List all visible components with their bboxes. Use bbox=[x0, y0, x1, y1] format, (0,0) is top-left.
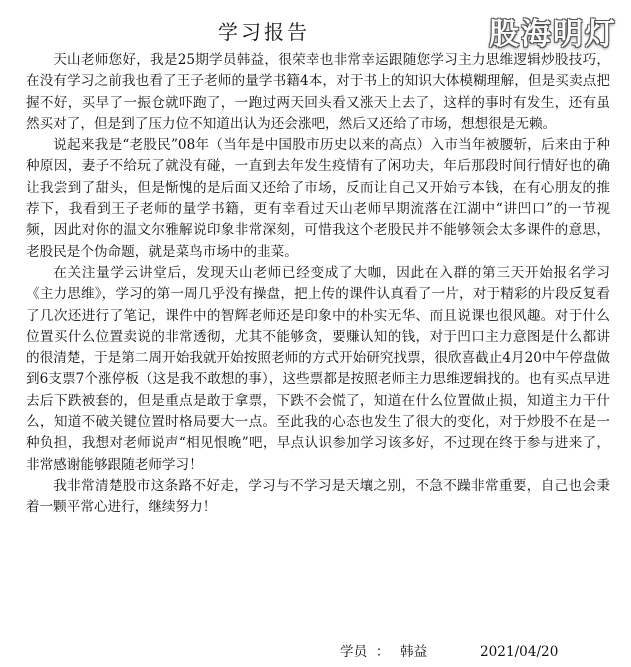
paragraph-learning: 在关注量学云讲堂后，发现天山老师已经变成了大咖，因此在入群的第三天开始报名学习《主力思维》，学习的第一周几乎没有操盘，把上传的课件认真看了一片，对于精彩的片段反复看了几次还进行了笔记，课件中的智辉老师还是印象中的朴实无华、而且说课也很风趣。对于什么位置买什么位置卖说的非常透彻，尤其不能够贪，要赚认知的钱，对于凹口主力意图是什么都讲的很清楚，于是第二周开始我就开始按照老师的方式开始研究找票，很欣喜截止4月20中午停盘做到6支票7个涨停板（这是我不敢想的事），这些票都是按照老师主力思维逻辑找的。也有买点早进去后下跌被套的，但是重点是敢于拿票，下跌不会慌了，知道在什么位置做止损，知道主力干什么，知道不破关键位置时格局要大一点。至此我的心态也发生了很大的变化，对于炒股不在是一种负担，我想对老师说声“相见恨晚”吧，早点认识参加学习该多好，不过现在终于参与进来了，非常感谢能够跟随老师学习！ bbox=[26, 264, 610, 473]
signature-line bbox=[340, 640, 558, 660]
watermark-logo: 股海明灯 bbox=[489, 17, 617, 52]
signature-label: 学员 ： bbox=[340, 644, 390, 660]
page-title: 学习报告 bbox=[218, 20, 310, 44]
report-body bbox=[26, 50, 610, 519]
paragraph-intro: 天山老师您好，我是25期学员韩益，很荣幸也非常幸运跟随您学习主力思维逻辑炒股技巧，在没有学习之前我也看了王子老师的量学书籍4本，对于书上的知识大体模糊理解，但是买卖点把握不好，买早了一振仓就吓跑了，一跑过两天回头看又涨天上去了，这样的事时有发生，还有虽然买对了，但是到了压力位不知道出认为还会涨吧，然后又还给了市场，想想很是无赖。 bbox=[26, 52, 610, 132]
signature-date: 2021/04/20 bbox=[480, 644, 559, 660]
signature-name: 韩益 bbox=[400, 644, 428, 660]
paragraph-conclusion: 我非常清楚股市这条路不好走，学习与不学习是天壤之别，不急不躁非常重要，自己也会秉着一颗平常心进行，继续努力！ bbox=[26, 477, 610, 516]
paragraph-background: 说起来我是“老股民”08年（当年是中国股市历史以来的高点）入市当年被腰斩，后来由于种种原因，妻子不给玩了就没有碰，一直到去年发生疫情有了闲功夫，年后那段时间行情好也的确让我尝到了甜头，但是惭愧的是后面又还给了市场，反而让自己又开始亏本钱，在有心朋友的推荐下，我看到王子老师的量学书籍，更有幸看过天山老师早期流落在江湖中“讲凹口”的一节视频，因此对你的温文尔雅解说印象非常深刻，可惜我这个老股民并不能够领会太多课件的意思，老股民是个伪命题，就是菜鸟市场中的韭菜。 bbox=[26, 137, 610, 260]
